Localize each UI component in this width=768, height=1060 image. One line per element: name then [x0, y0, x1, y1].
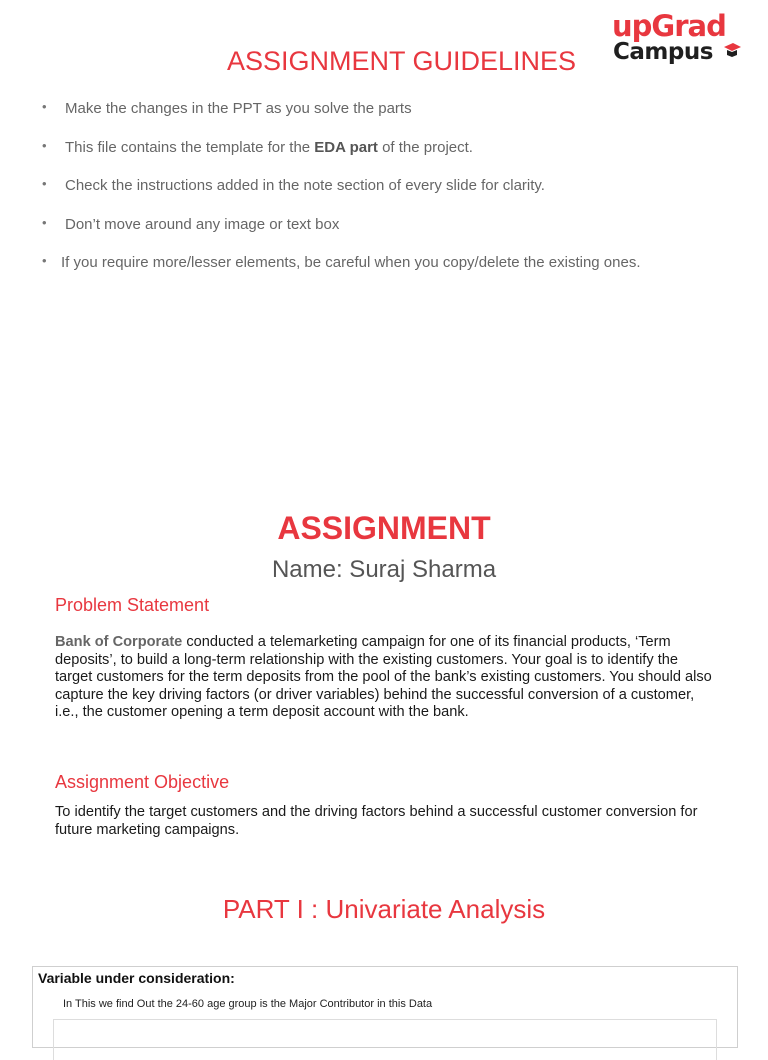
bullet-icon: •: [42, 137, 47, 153]
variable-heading: Variable under consideration:: [38, 970, 235, 986]
problem-statement-text: [55, 634, 715, 722]
bullet-icon: •: [42, 176, 47, 192]
assignment-title: ASSIGNMENT: [277, 510, 491, 546]
guideline-text: Don’t move around any image or text box: [65, 215, 340, 233]
list-item: [42, 173, 742, 212]
guideline-text: [65, 137, 473, 159]
student-name: Name: Suraj Sharma: [271, 556, 497, 583]
guideline-text: Check the instructions added in the note section of every slide for clarity.: [65, 177, 545, 195]
guideline-text: Make the changes in the PPT as you solve the parts: [65, 100, 412, 117]
guideline-text: If you require more/lesser elements, be careful when you copy/delete the existing ones.: [61, 254, 641, 272]
bullet-icon: •: [42, 214, 47, 230]
assignment-objective-heading: Assignment Objective: [55, 772, 230, 792]
list-item: [42, 250, 742, 289]
guidelines-list: [42, 96, 742, 289]
guideline-text-pre: This file contains the template for the: [65, 138, 315, 156]
assignment-objective-text: To identify the target customers and the driving factors behind a successful customer conversion for future marketing campaigns.: [55, 804, 698, 838]
bullet-icon: •: [42, 99, 47, 114]
list-item: [42, 96, 742, 135]
guideline-text-post: of the project.: [377, 138, 473, 156]
list-item: [42, 135, 742, 174]
guidelines-title: ASSIGNMENT GUIDELINES: [226, 46, 577, 76]
part-1-title: PART I : Univariate Analysis: [222, 894, 546, 924]
problem-body: conducted a telemarketing campaign for one of its financial products, ‘Term deposits’, to build a long-term relationship with the existing customers. Your goal is to identify the target customers for the term deposits from the pool of the bank’s existing customers. You should also capture the key driving factors (or driver variables) behind the successful conversion of a customer, i.e., the customer opening a term deposit account with the bank.: [55, 634, 712, 721]
logo-line-1: upGrad: [612, 9, 726, 43]
variable-text: In This we find Out the 24-60 age group is the Major Contributor in this Data: [63, 998, 433, 1010]
problem-statement-heading: Problem Statement: [55, 595, 210, 615]
chart-placeholder: [53, 1019, 717, 1060]
bank-name: Bank of Corporate: [55, 634, 183, 650]
logo-line-2: Campus: [613, 39, 713, 65]
guideline-text-bold: EDA part: [314, 138, 378, 156]
list-item: [42, 212, 742, 251]
variable-box: [32, 966, 738, 1048]
bullet-icon: •: [42, 253, 47, 269]
